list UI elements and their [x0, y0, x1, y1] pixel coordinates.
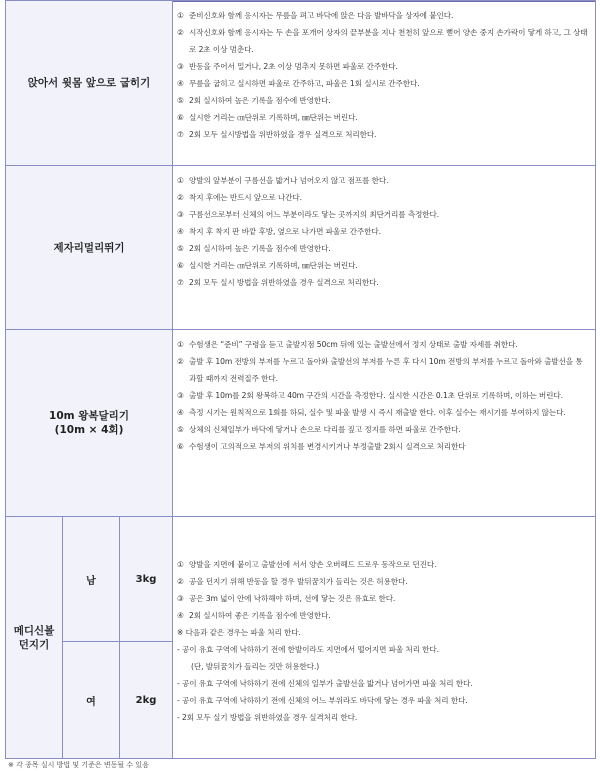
- foul-note: - 공이 유효 구역에 낙하하기 전에 한발이라도 지면에서 떨어지면 파울 처리 한다.: [177, 644, 439, 654]
- rule-number: ④: [177, 408, 184, 417]
- rule-text: 출발 후 10m를 2회 왕복하고 40m 구간의 시간을 측정한다. 실시한 시간은 0.1초 단위로 기록하며, 이하는 버린다.: [189, 391, 563, 400]
- rule-item: [177, 7, 589, 24]
- rule-text: 2회 모두 실시 방법을 위반하였을 경우 실격으로 처리한다.: [189, 278, 379, 287]
- rule-item: [177, 404, 589, 421]
- event-rules-medicine-ball: [173, 517, 596, 759]
- rule-item: [177, 206, 589, 223]
- event-name-shuttle-run: [6, 330, 173, 517]
- rule-item: [177, 438, 589, 455]
- rule-number: ⑤: [177, 96, 184, 105]
- table-row: [6, 1, 596, 166]
- rule-number: ⑥: [177, 442, 184, 451]
- rule-text: 착지 후 착지 판 바깥 후방, 옆으로 나가면 파울로 간주한다.: [189, 227, 381, 236]
- rule-number: ①: [177, 340, 184, 349]
- rule-item: [177, 387, 589, 404]
- rule-number: ④: [177, 227, 184, 236]
- rule-item: [177, 126, 589, 143]
- event-name-sit-and-reach: 앉아서 윗몸 앞으로 굽히기: [6, 1, 173, 166]
- rule-number: ③: [177, 210, 184, 219]
- rule-number: ①: [177, 176, 184, 185]
- table-row: [6, 517, 596, 642]
- ball-weight-male: 3kg: [120, 517, 173, 642]
- event-name-medicine-ball-line2: 던지기: [18, 638, 50, 651]
- rule-number: ①: [177, 11, 184, 20]
- rule-item: [177, 223, 589, 240]
- ball-weight-female: 2kg: [120, 642, 173, 759]
- rule-item: [177, 336, 589, 353]
- rule-text: 양발의 앞부분이 구름선을 밟거나 넘어오지 않고 점프를 한다.: [189, 176, 389, 185]
- rule-text: 출발 후 10m 전방의 부저를 누르고 돌아와 출발선의 부저를 누른 후 다시 10m 전방의 부저를 누르고 돌아와 출발선을 통과할 때까지 전력질주 한다.: [189, 357, 583, 383]
- rule-number: ②: [177, 576, 184, 586]
- rule-text: 착지 후에는 반드시 앞으로 나간다.: [189, 193, 302, 202]
- practical-test-rules-table: [5, 0, 596, 759]
- rule-number: ①: [177, 559, 184, 569]
- rule-item: [177, 189, 589, 206]
- rule-item: [177, 353, 589, 387]
- rule-item: [177, 607, 589, 624]
- rule-item: [177, 257, 589, 274]
- rule-text: 2회 모두 실시방법을 위반하였을 경우 실격으로 처리한다.: [189, 130, 377, 139]
- rule-number: ⑥: [177, 113, 184, 122]
- rule-text: 반동을 주어서 밀거나, 2초 이상 멈추지 못하면 파울로 간주한다.: [189, 62, 398, 71]
- rule-item: [177, 75, 589, 92]
- rule-number: ②: [177, 193, 184, 202]
- rule-number: ③: [177, 593, 184, 603]
- rule-item: [177, 172, 589, 189]
- rule-number: ③: [177, 391, 184, 400]
- footnote: ※ 각 종목 실시 방법 및 기준은 변동될 수 있음: [8, 761, 149, 769]
- event-rules-shuttle-run: [173, 330, 596, 517]
- rule-item: [177, 590, 589, 607]
- rule-text: 상체의 신체일부가 바닥에 닿거나 손으로 다리를 짚고 정지를 하면 파울로 간주한다.: [189, 425, 461, 434]
- rule-number: ⑤: [177, 425, 184, 434]
- rule-number: ③: [177, 62, 184, 71]
- event-name-shuttle-run-line1: 10m 왕복달리기: [49, 410, 129, 422]
- rule-text: 2회 실시하여 좋은 기록을 점수에 반영한다.: [189, 610, 331, 620]
- rule-number: ⑦: [177, 130, 184, 139]
- rule-item: [177, 556, 589, 573]
- rule-item: [177, 24, 589, 58]
- event-rules-sit-and-reach: [173, 1, 596, 166]
- foul-note: - 2회 모두 실기 방법을 위반하였을 경우 실격처리 한다.: [177, 712, 358, 722]
- table-row: [6, 166, 596, 330]
- rule-item: [177, 58, 589, 75]
- rule-text: 측정 시기는 원칙적으로 1회를 하되, 실수 및 파울 발생 시 즉시 재출발 한다. 이후 실수는 재시기를 부여하지 않는다.: [189, 408, 566, 417]
- event-name-standing-long-jump: 제자리멀리뛰기: [6, 166, 173, 330]
- gender-female-label: 여: [63, 642, 120, 759]
- foul-note: - 공이 유효 구역에 낙하하기 전에 신체의 어느 부위라도 바닥에 닿는 경우 파울 처리 한다.: [177, 695, 468, 705]
- rule-item: [177, 421, 589, 438]
- rule-item: [177, 92, 589, 109]
- rule-number: ⑤: [177, 244, 184, 253]
- rule-item: [177, 109, 589, 126]
- rule-text: 공을 던지기 위해 반동을 할 경우 발뒤꿈치가 들리는 것은 허용한다.: [189, 576, 408, 586]
- foul-note: - 공이 유효 구역에 낙하하기 전에 신체의 일부가 출발선을 밟거나 넘어가면 파울 처리 한다.: [177, 678, 473, 688]
- gender-male-label: 남: [63, 517, 120, 642]
- foul-note: (단, 발뒤꿈치가 들리는 것만 허용한다.): [191, 661, 320, 671]
- rule-item: [177, 573, 589, 590]
- event-name-medicine-ball: [6, 517, 63, 759]
- rule-text: 구름선으로부터 신체의 어느 부분이라도 닿는 곳까지의 최단거리를 측정한다.: [189, 210, 440, 219]
- rule-text: 수험생은 “준비” 구령을 듣고 출발지점 50cm 뒤에 있는 출발선에서 정지 상태로 출발 자세를 취한다.: [189, 340, 518, 349]
- event-name-medicine-ball-line1: 메디신볼: [13, 624, 55, 637]
- rule-item: [177, 274, 589, 291]
- event-rules-standing-long-jump: [173, 166, 596, 330]
- rule-text: 실시한 거리는 ㎝단위로 기록하며, ㎜단위는 버린다.: [189, 261, 358, 270]
- rule-text: 무릎을 굽히고 실시하면 파울로 간주하고, 파울은 1회 실시로 간주한다.: [189, 79, 420, 88]
- rule-number: ④: [177, 79, 184, 88]
- rule-number: ⑦: [177, 278, 184, 287]
- rule-text: 공은 3m 넓이 안에 낙하해야 하며, 선에 닿는 것은 유효로 한다.: [189, 593, 396, 603]
- rule-number: ②: [177, 28, 184, 37]
- rule-number: ⑥: [177, 261, 184, 270]
- rule-item: [177, 240, 589, 257]
- table-row: [6, 330, 596, 517]
- rule-number: ②: [177, 357, 184, 366]
- rule-text: 준비신호와 함께 응시자는 무릎을 펴고 바닥에 앉은 다음 발바닥을 상자에 붙인다.: [189, 11, 454, 20]
- foul-note: ※ 다음과 같은 경우는 파울 처리 한다.: [177, 627, 301, 637]
- rule-number: ④: [177, 610, 184, 620]
- rule-text: 시작신호와 함께 응시자는 두 손을 포개어 상자의 끝부분을 지나 천천히 앞으로 뻗어 양손 중지 손가락이 닿게 하고, 그 상태로 2초 이상 멈춘다.: [189, 28, 588, 54]
- rule-text: 2회 실시하여 높은 기록을 점수에 반영한다.: [189, 96, 331, 105]
- rule-text: 수험생이 고의적으로 부저의 위치를 변경시키거나 부정출발 2회시 실격으로 처리한다: [189, 442, 466, 451]
- rule-text: 2회 실시하여 높은 기록을 점수에 반영한다.: [189, 244, 331, 253]
- event-name-shuttle-run-line2: (10m × 4회): [54, 424, 124, 436]
- rule-text: 실시한 거리는 ㎝단위로 기록하며, ㎜단위는 버린다.: [189, 113, 358, 122]
- rule-text: 양발을 지면에 붙이고 출발선에 서서 양손 오버헤드 드로우 동작으로 던진다.: [189, 559, 437, 569]
